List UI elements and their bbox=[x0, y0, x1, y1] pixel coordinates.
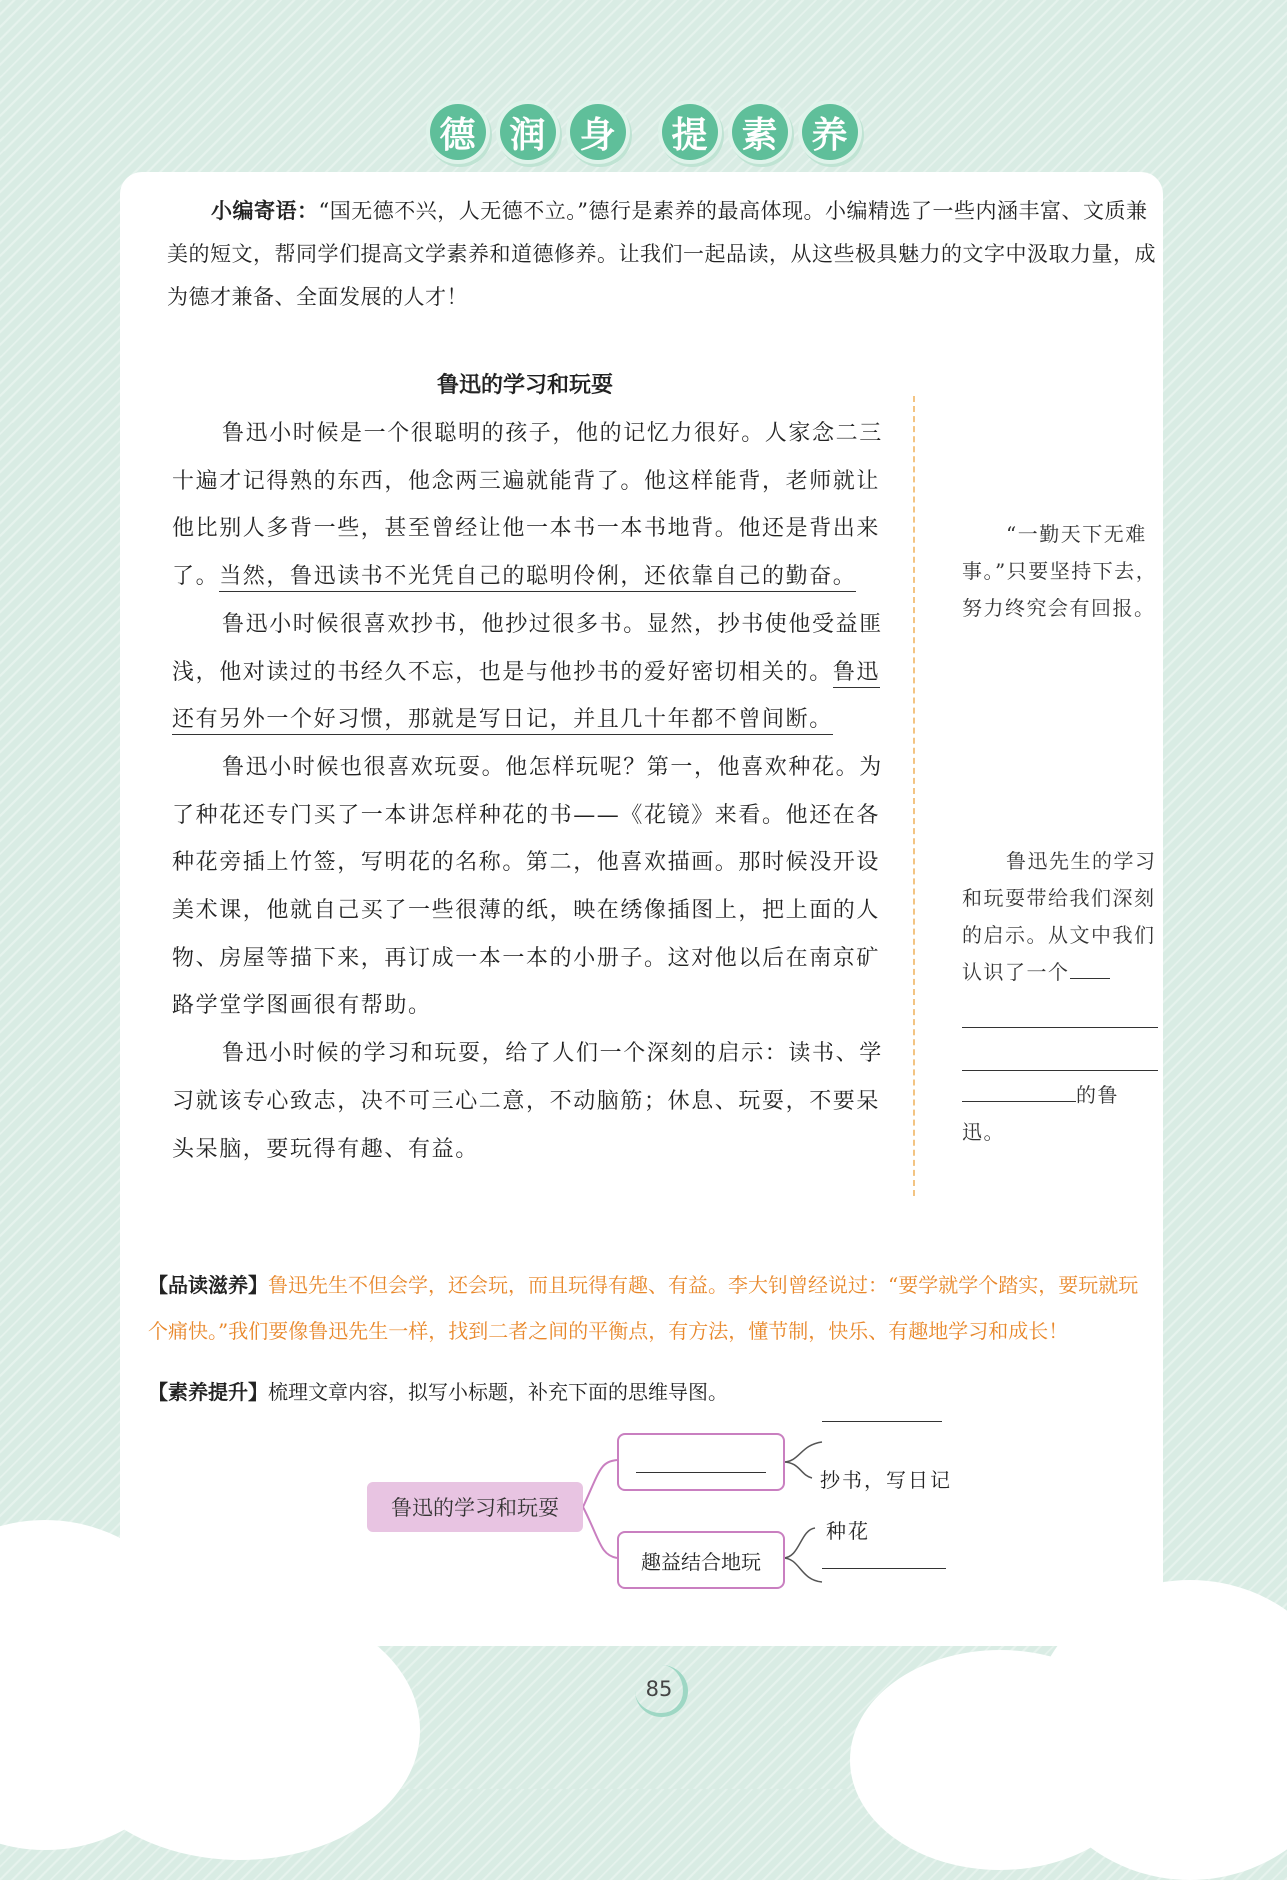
underlined-sentence: 当然，鲁迅读书不光凭自己的聪明伶俐，还依靠自己的勤奋。 bbox=[219, 564, 856, 592]
fill-blank[interactable] bbox=[822, 1421, 942, 1422]
editor-note-text: “国无德不兴，人无德不立。”德行是素养的最高体现。小编精选了一些内涵丰富、文质兼美的短文，帮同学们提高文学素养和道德修养。让我们一起品读，从这些极具魅力的文字中汲取力量，成为德才兼备、全面发展的人才！ bbox=[167, 199, 1156, 309]
banner-char: 养 bbox=[802, 104, 858, 160]
article-title: 鲁迅的学习和玩耍 bbox=[436, 373, 613, 398]
paragraph: 鲁迅小时候是一个很聪明的孩子，他的记忆力很好。人家念二三十遍才记得熟的东西，他念两三遍就能背了。他这样能背，老师就让他比别人多背一些，甚至曾经让他一本书一本书地背。他还是背出来了。当然，鲁迅读书不光凭自己的聪明伶俐，还依靠自己的勤奋。 bbox=[172, 410, 884, 601]
mindmap-leaf: 抄书，写日记 bbox=[820, 1468, 952, 1492]
banner-char: 身 bbox=[570, 104, 626, 160]
fill-blank[interactable] bbox=[636, 1472, 766, 1473]
banner-char: 素 bbox=[732, 104, 788, 160]
section-tag: 【品读滋养】 bbox=[148, 1273, 268, 1297]
reading-note-text: 鲁迅先生不但会学，还会玩，而且玩得有趣、有益。李大钊曾经说过：“要学就学个踏实，要玩就玩个痛快。”我们要像鲁迅先生一样，找到二者之间的平衡点，有方法，懂节制，快乐、有趣地学习和成长！ bbox=[148, 1273, 1139, 1343]
banner-char: 润 bbox=[500, 104, 556, 160]
editor-note-label: 小编寄语： bbox=[211, 199, 319, 223]
underlined-sentence: 鲁迅还有另外一个好习惯，那就是写日记，并且几十年都不曾间断。 bbox=[172, 660, 880, 736]
mindmap-leaf: 种花 bbox=[826, 1519, 870, 1543]
paragraph: 鲁迅小时候很喜欢抄书，他抄过很多书。显然，抄书使他受益匪浅，他对读过的书经久不忘，也是与他抄书的爱好密切相关的。鲁迅还有另外一个好习惯，那就是写日记，并且几十年都不曾间断。 bbox=[172, 601, 884, 744]
mindmap-branch-2: 趣益结合地玩 bbox=[617, 1531, 785, 1589]
side-note-2: 鲁迅先生的学习和玩耍带给我们深刻的启示。从文中我们认识了一个 的鲁迅。 bbox=[962, 849, 1157, 1144]
banner-char: 德 bbox=[430, 104, 486, 160]
fill-blank[interactable] bbox=[822, 1568, 946, 1569]
page-number: 85 bbox=[635, 1665, 688, 1717]
mindmap-root: 鲁迅的学习和玩耍 bbox=[367, 1482, 583, 1532]
section-tag: 【素养提升】 bbox=[148, 1380, 268, 1404]
exercise-text: 梳理文章内容，拟写小标题，补充下面的思维导图。 bbox=[268, 1380, 728, 1404]
paragraph: 鲁迅小时候的学习和玩耍，给了人们一个深刻的启示：读书、学习就该专心致志，决不可三心二意，不动脑筋；休息、玩耍，不要呆头呆脑，要玩得有趣、有益。 bbox=[172, 1041, 883, 1162]
mindmap-branch-1 bbox=[617, 1433, 785, 1491]
paragraph: 鲁迅小时候也很喜欢玩耍。他怎样玩呢？第一，他喜欢种花。为了种花还专门买了一本讲怎样种花的书——《花镜》来看。他还在各种花旁插上竹签，写明花的名称。第二，他喜欢描画。那时候没开设美术课，他就自己买了一些很薄的纸，映在绣像插图上，把上面的人物、房屋等描下来，再订成一本一本的小册子。这对他以后在南京矿路学堂学图画很有帮助。 bbox=[172, 754, 883, 1019]
side-note-1: “一勤天下无难事。”只要坚持下去，努力终究会有回报。 bbox=[962, 522, 1158, 620]
banner-char: 提 bbox=[662, 104, 718, 160]
